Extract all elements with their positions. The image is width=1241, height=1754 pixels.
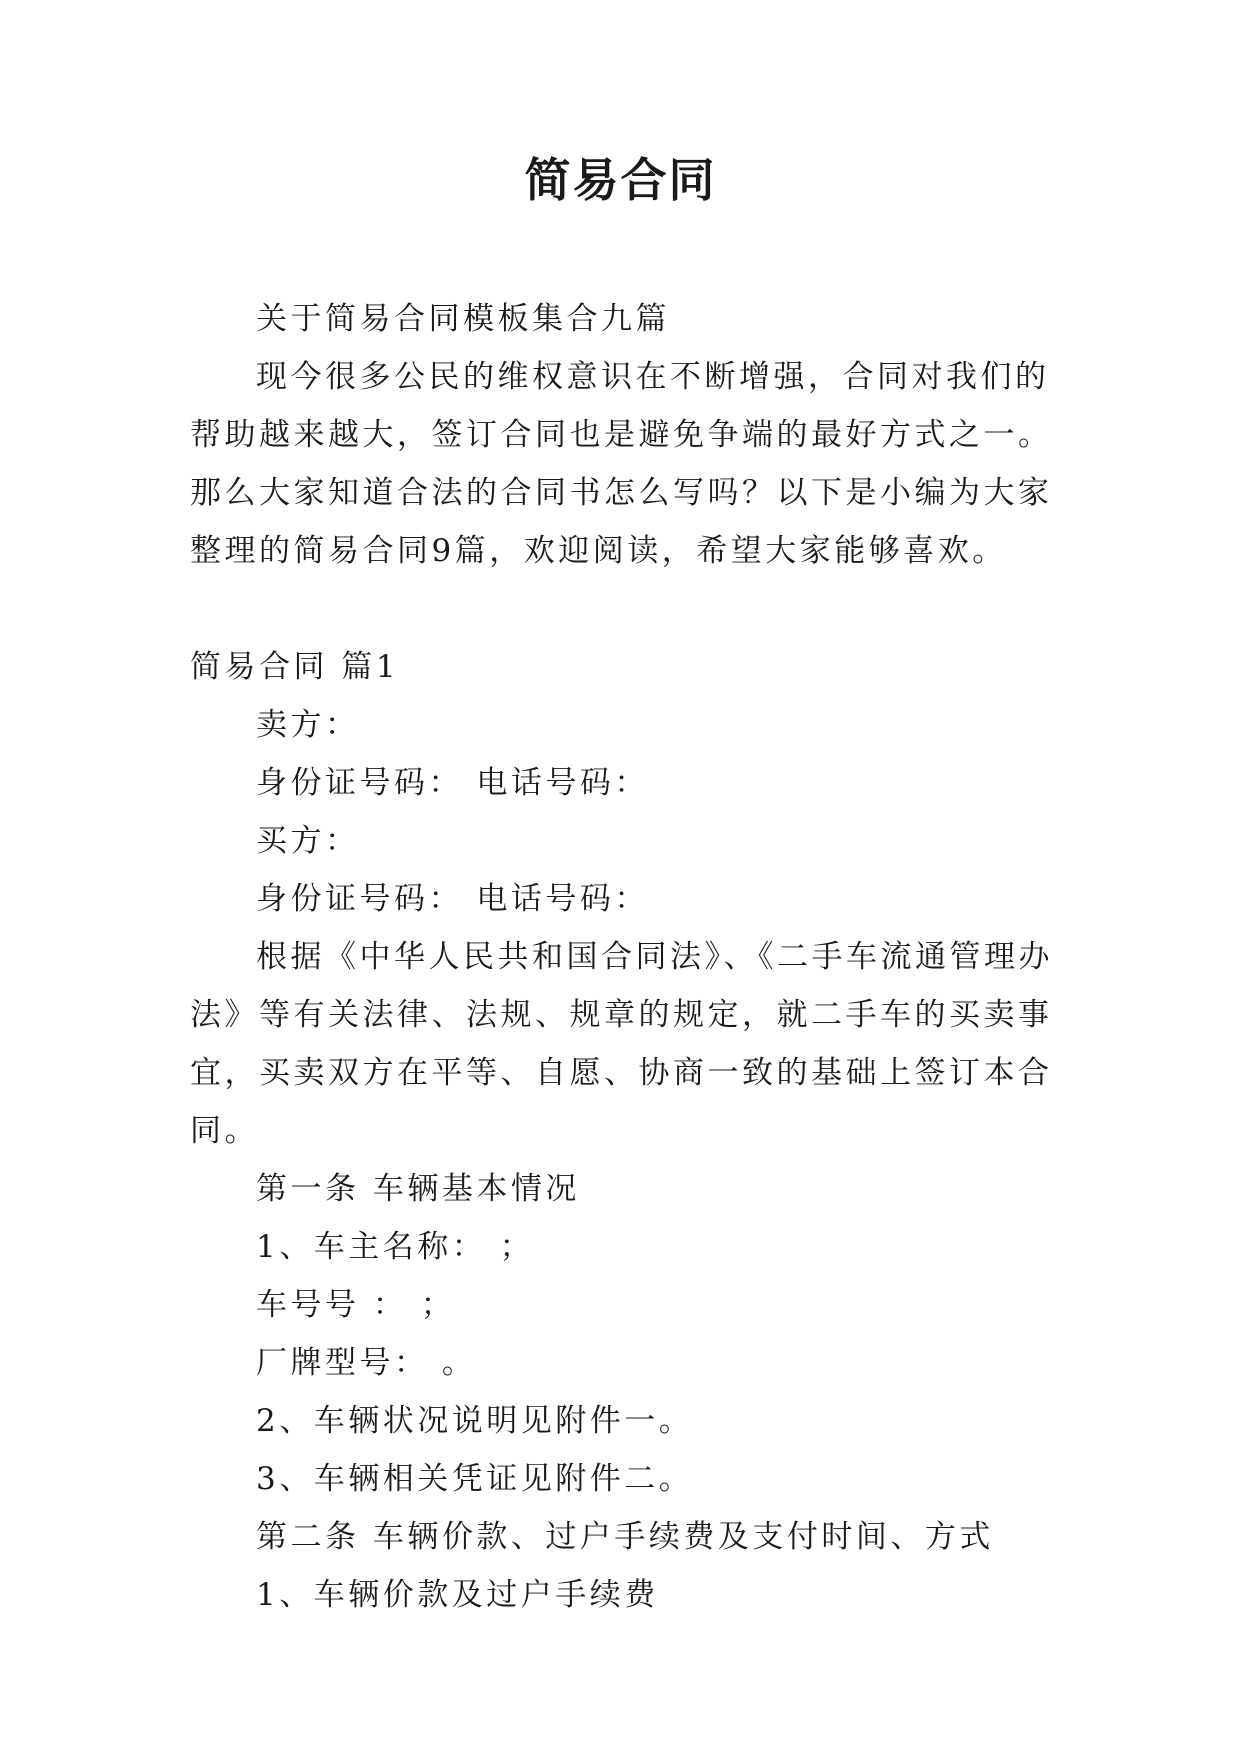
article-1-heading: 第一条 车辆基本情况 xyxy=(256,1171,580,1207)
seller-line: 卖方： xyxy=(256,707,360,743)
buyer-id-phone-line: 身份证号码： 电话号码： xyxy=(256,881,649,917)
seller-id-phone-line: 身份证号码： 电话号码： xyxy=(256,765,649,801)
intro-paragraph: 现今很多公民的维权意识在不断增强，合同对我们的帮助越来越大，签订合同也是避免争端的最好方式之一。那么大家知道合法的合同书怎么写吗？以下是小编为大家整理的简易合同9篇，欢迎阅读，希望大家能够喜欢。 xyxy=(190,359,1053,569)
document-body xyxy=(190,290,1060,1624)
article-2-heading: 第二条 车辆价款、过户手续费及支付时间、方式 xyxy=(256,1519,994,1555)
vehicle-condition-line: 2、车辆状况说明见附件一。 xyxy=(256,1403,694,1439)
buyer-line: 买方： xyxy=(256,823,360,859)
vehicle-number-line: 车号号 ： ； xyxy=(256,1287,456,1323)
section-heading: 简易合同 篇1 xyxy=(190,649,400,685)
vehicle-documents-line: 3、车辆相关凭证见附件二。 xyxy=(256,1461,694,1497)
document-subtitle: 关于简易合同模板集合九篇 xyxy=(256,301,670,337)
brand-model-line: 厂牌型号： 。 xyxy=(256,1345,477,1381)
document-title: 简易合同 xyxy=(524,153,717,207)
price-fee-line: 1、车辆价款及过户手续费 xyxy=(256,1577,659,1613)
owner-name-line: 1、车主名称： ； xyxy=(256,1229,535,1265)
legal-basis-paragraph: 根据《中华人民共和国合同法》、《二手车流通管理办法》等有关法律、法规、规章的规定，就二手车的买卖事宜，买卖双方在平等、自愿、协商一致的基础上签订本合同。 xyxy=(190,939,1053,1149)
